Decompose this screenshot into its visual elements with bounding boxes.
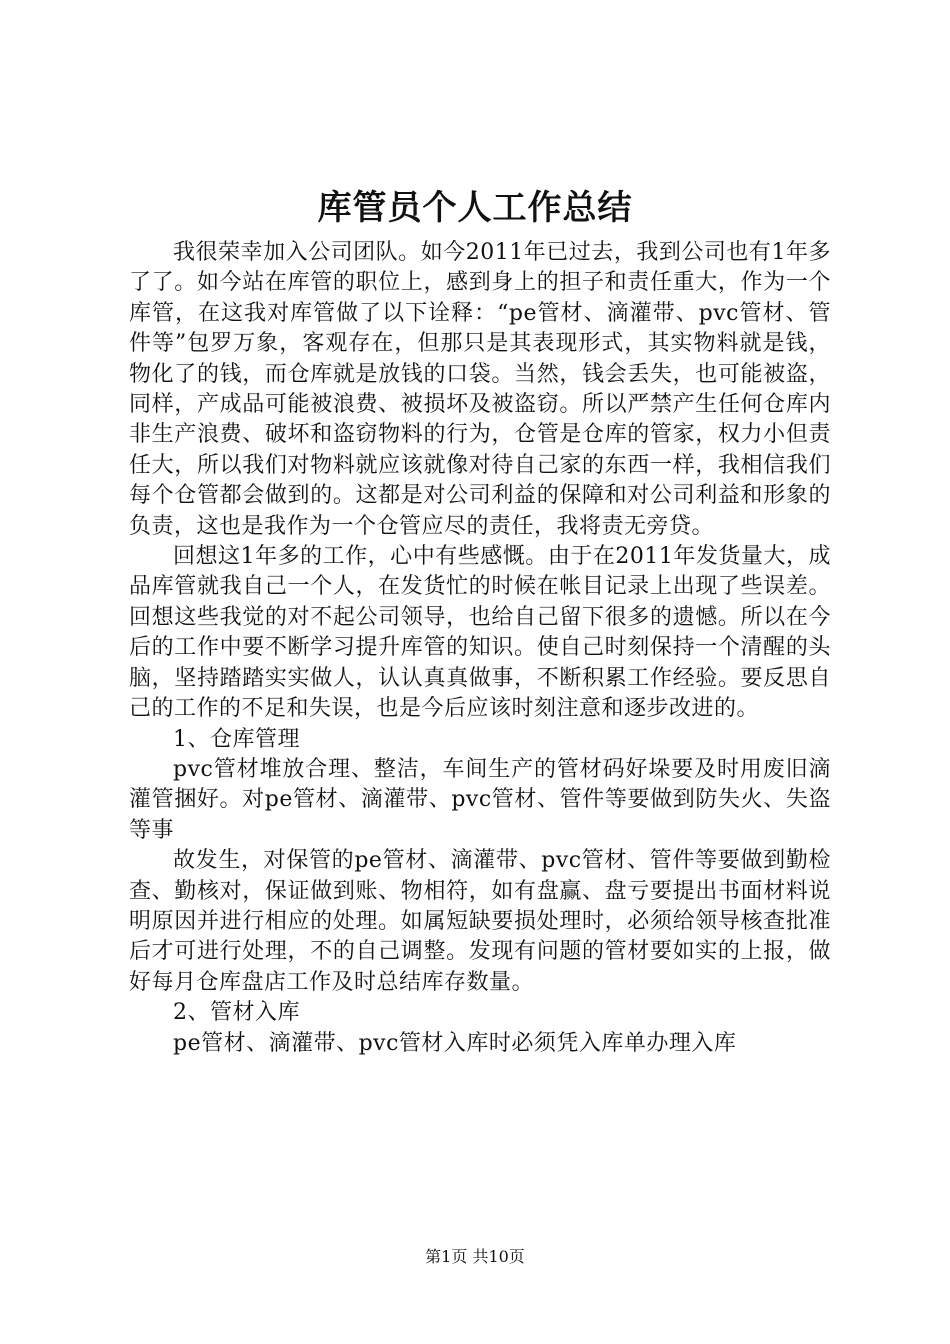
paragraph-warehouse-management-continued: 故发生，对保管的pe管材、滴灌带、pvc管材、管件等要做到勤检查、勤核对，保证做到账、物相符，如有盘赢、盘亏要提出书面材料说明原因并进行相应的处理。如属短缺要损处理时，必须给领导核查批准后才可进行处理，不的自己调整。发现有问题的管材要如实的上报，做好每月仓库盘店工作及时总结库存数量。 [129,848,831,995]
document-title: 库管员个人工作总结 [317,188,633,228]
document-body [129,238,831,1059]
section-heading-pipe-inbound: 2、管材入库 [173,1000,300,1026]
paragraph-pipe-inbound: pe管材、滴灌带、pvc管材入库时必须凭入库单办理入库 [173,1030,737,1056]
page-number-footer: 第1页 共10页 [425,1247,525,1266]
section-heading-warehouse-management: 1、仓库管理 [173,726,300,752]
paragraph-intro: 我很荣幸加入公司团队。如今2011年已过去，我到公司也有1年多了了。如今站在库管的职位上，感到身上的担子和责任重大，作为一个库管，在这我对库管做了以下诠释：“pe管材、滴灌带、pvc管材、管件等”包罗万象，客观存在，但那只是其表现形式，其实物料就是钱，物化了的钱，而仓库就是放钱的口袋。当然，钱会丢失，也可能被盗，同样，产成品可能被浪费、被损坏及被盗窃。所以严禁产生任何仓库内非生产浪费、破坏和盗窃物料的行为，仓管是仓库的管家，权力小但责任大，所以我们对物料就应该就像对待自己家的东西一样，我相信我们每个仓管都会做到的。这都是对公司利益的保障和对公司利益和形象的负责，这也是我作为一个仓管应尽的责任，我将责无旁贷。 [129,240,831,539]
paragraph-reflection: 回想这1年多的工作，心中有些感慨。由于在2011年发货量大，成品库管就我自己一个人，在发货忙的时候在帐目记录上出现了些误差。回想这些我觉的对不起公司领导，也给自己留下很多的遗憾。所以在今后的工作中要不断学习提升库管的知识。使自己时刻保持一个清醒的头脑，坚持踏踏实实做人，认认真真做事，不断积累工作经验。要反思自己的工作的不足和失误，也是今后应该时刻注意和逐步改进的。 [129,544,831,722]
paragraph-warehouse-management: pvc管材堆放合理、整洁，车间生产的管材码好垛要及时用废旧滴灌管捆好。对pe管材、滴灌带、pvc管材、管件等要做到防失火、失盗等事 [129,756,831,843]
